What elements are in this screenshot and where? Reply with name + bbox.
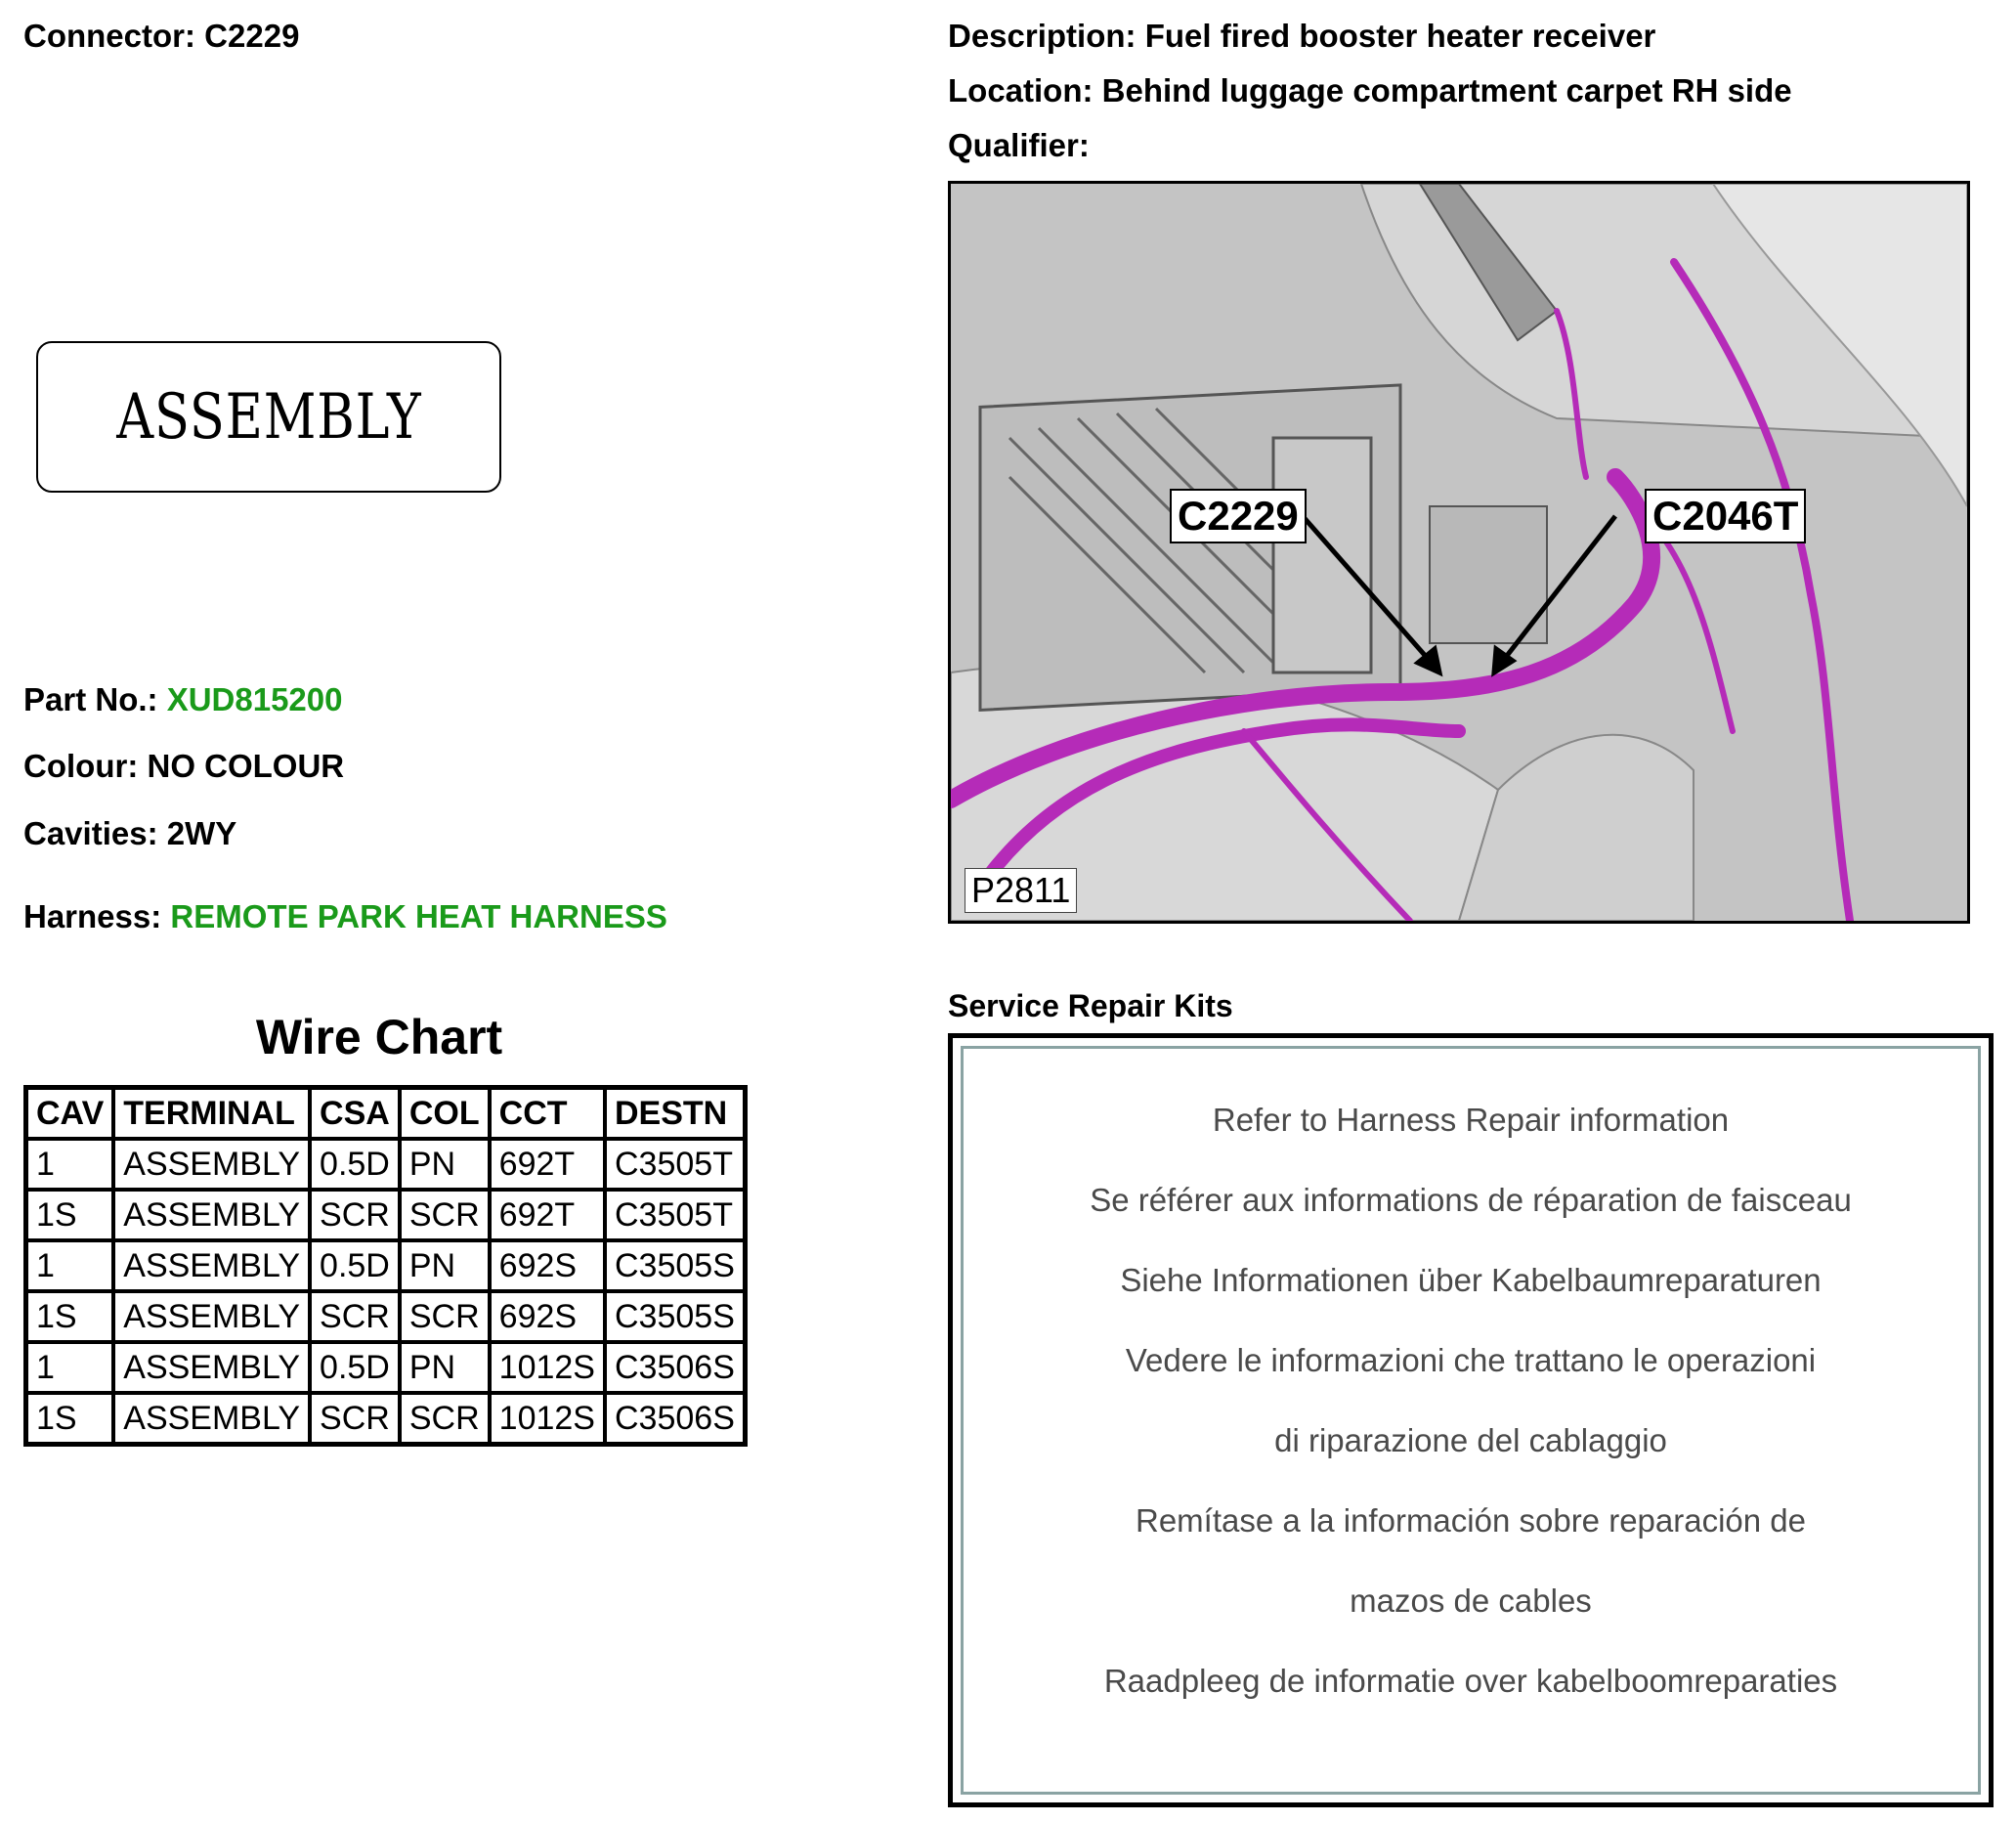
cell-cct: 1012S xyxy=(490,1342,605,1393)
cell-destn: C3505S xyxy=(605,1240,745,1291)
wire-chart-header-row xyxy=(26,1088,746,1140)
assembly-text: ASSEMBLY xyxy=(115,380,422,454)
cavities-line xyxy=(23,815,236,852)
cell-csa: 0.5D xyxy=(310,1240,400,1291)
kit-line-es-1: Remítase a la información sobre reparación de xyxy=(1135,1502,1807,1539)
cell-col: SCR xyxy=(400,1393,490,1445)
harness-value[interactable]: REMOTE PARK HEAT HARNESS xyxy=(170,898,667,934)
connector-line xyxy=(23,18,299,55)
service-kits-title: Service Repair Kits xyxy=(948,988,1233,1023)
qualifier-line xyxy=(948,127,1090,164)
qualifier-label: Qualifier: xyxy=(948,127,1090,163)
cell-csa: SCR xyxy=(310,1291,400,1342)
part-no-label: Part No.: xyxy=(23,681,158,717)
harness-line xyxy=(23,898,667,935)
cell-csa: 0.5D xyxy=(310,1342,400,1393)
harness-label: Harness: xyxy=(23,898,162,934)
col-cav: CAV xyxy=(26,1088,114,1140)
cell-col: PN xyxy=(400,1139,490,1190)
cell-cav: 1S xyxy=(26,1190,114,1240)
colour-line xyxy=(23,748,344,785)
cell-cav: 1S xyxy=(26,1291,114,1342)
kit-line-it-2: di riparazione del cablaggio xyxy=(1274,1422,1667,1458)
col-csa: CSA xyxy=(310,1088,400,1140)
cell-destn: C3506S xyxy=(605,1342,745,1393)
table-row xyxy=(26,1139,746,1190)
cell-csa: SCR xyxy=(310,1393,400,1445)
cavities-value: 2WY xyxy=(166,815,237,851)
description-line xyxy=(948,18,1655,55)
table-row xyxy=(26,1240,746,1291)
col-cct: CCT xyxy=(490,1088,605,1140)
cell-col: PN xyxy=(400,1240,490,1291)
service-kits-inner xyxy=(961,1046,1981,1795)
cavities-label: Cavities: xyxy=(23,815,158,851)
table-row xyxy=(26,1393,746,1445)
colour-value: NO COLOUR xyxy=(147,748,345,784)
part-no-line xyxy=(23,681,342,718)
col-destn: DESTN xyxy=(605,1088,745,1140)
cell-destn: C3505T xyxy=(605,1190,745,1240)
cell-terminal: ASSEMBLY xyxy=(113,1190,310,1240)
cell-cct: 692T xyxy=(490,1139,605,1190)
cell-col: PN xyxy=(400,1342,490,1393)
assembly-box xyxy=(36,341,501,493)
cell-csa: SCR xyxy=(310,1190,400,1240)
cell-cav: 1 xyxy=(26,1139,114,1190)
cell-destn: C3506S xyxy=(605,1393,745,1445)
cell-cav: 1 xyxy=(26,1240,114,1291)
location-line xyxy=(948,72,1792,109)
cell-terminal: ASSEMBLY xyxy=(113,1291,310,1342)
connector-label: Connector: xyxy=(23,18,195,54)
cell-terminal: ASSEMBLY xyxy=(113,1139,310,1190)
part-no-value[interactable]: XUD815200 xyxy=(166,681,343,717)
cell-col: SCR xyxy=(400,1291,490,1342)
kit-line-fr: Se référer aux informations de réparation de faisceau xyxy=(1090,1182,1852,1218)
cell-cav: 1 xyxy=(26,1342,114,1393)
cell-destn: C3505T xyxy=(605,1139,745,1190)
table-row xyxy=(26,1291,746,1342)
col-col: COL xyxy=(400,1088,490,1140)
table-row xyxy=(26,1342,746,1393)
col-terminal: TERMINAL xyxy=(113,1088,310,1140)
kit-line-nl: Raadpleeg de informatie over kabelboomreparaties xyxy=(1103,1663,1838,1699)
callout-c2229: C2229 xyxy=(1170,489,1307,543)
location-label: Location: xyxy=(948,72,1094,108)
cell-cct: 692S xyxy=(490,1291,605,1342)
kit-line-es-2: mazos de cables xyxy=(1350,1583,1592,1619)
colour-label: Colour: xyxy=(23,748,139,784)
photo-illustration xyxy=(951,184,1967,921)
photo-reference: P2811 xyxy=(965,868,1077,913)
kit-line-it-1: Vedere le informazioni che trattano le operazioni xyxy=(1125,1342,1817,1378)
kit-line-en: Refer to Harness Repair information xyxy=(1212,1102,1730,1138)
cell-col: SCR xyxy=(400,1190,490,1240)
service-kits-box xyxy=(948,1033,1994,1807)
cell-cct: 1012S xyxy=(490,1393,605,1445)
cell-destn: C3505S xyxy=(605,1291,745,1342)
wire-chart-table xyxy=(23,1085,748,1447)
wire-chart-title: Wire Chart xyxy=(255,1010,503,1064)
cell-csa: 0.5D xyxy=(310,1139,400,1190)
connector-value: C2229 xyxy=(204,18,300,54)
cell-cct: 692S xyxy=(490,1240,605,1291)
cell-terminal: ASSEMBLY xyxy=(113,1342,310,1393)
cell-cav: 1S xyxy=(26,1393,114,1445)
cell-terminal: ASSEMBLY xyxy=(113,1240,310,1291)
description-value: Fuel fired booster heater receiver xyxy=(1144,18,1656,54)
description-label: Description: xyxy=(948,18,1137,54)
cell-cct: 692T xyxy=(490,1190,605,1240)
connector-location-photo xyxy=(948,181,1970,924)
callout-c2046t: C2046T xyxy=(1645,489,1806,543)
location-value: Behind luggage compartment carpet RH side xyxy=(1101,72,1792,108)
kit-line-de: Siehe Informationen über Kabelbaumreparaturen xyxy=(1120,1262,1822,1298)
cell-terminal: ASSEMBLY xyxy=(113,1393,310,1445)
table-row xyxy=(26,1190,746,1240)
